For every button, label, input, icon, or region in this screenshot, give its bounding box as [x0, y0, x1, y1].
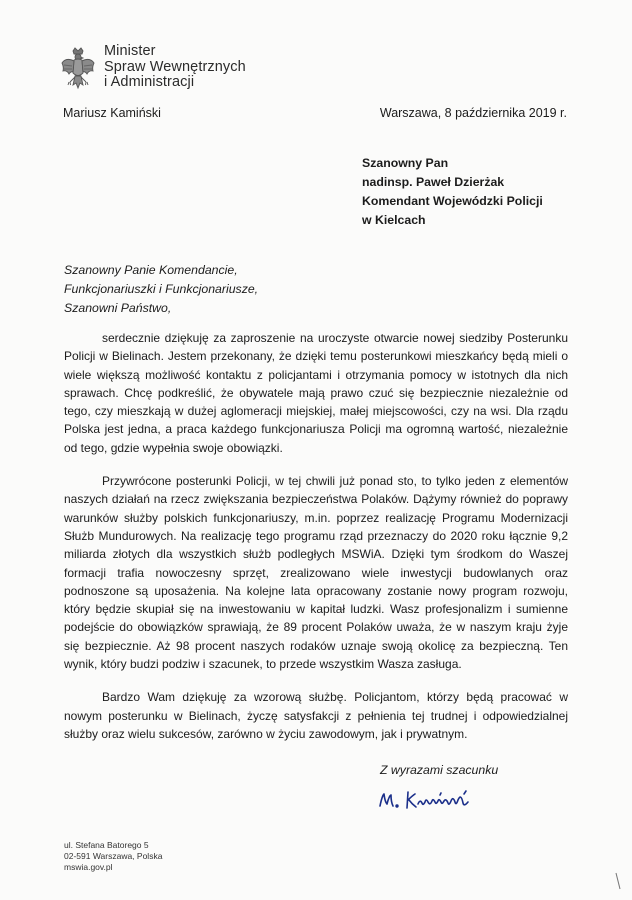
ministry-line: i Administracji: [104, 74, 195, 90]
salutation: [64, 261, 258, 318]
salutation-line: Funkcjonariuszki i Funkcjonariusze,: [64, 282, 259, 296]
polish-eagle-emblem: [60, 47, 96, 95]
letter-date: Warszawa, 8 października 2019 r.: [379, 106, 567, 120]
ministry-line: Spraw Wewnętrznych: [104, 58, 246, 75]
sender-name: Mariusz Kamiński: [63, 106, 161, 120]
body-paragraph: serdecznie dziękuję za zaproszenie na uroczyste otwarcie nowej siedziby Posterunku Policji w Bielinach. Jestem przekonany, że dzięki temu posterunkowi mieszkańcy będą mieli o wiele większą możliwość kontaktu z policjantami i otrzymania pomocy w istotnych dla nich sprawach. Chcę podkreślić, że obywatele mają prawo czuć się bezpiecznie niezależnie od tego, czy mieszkają w dużej aglomeracji miejskiej, małej miejscowości, czy na wsi. Dla rządu Polska jest jedna, a praca każdego funkcjonariusza Policji ma ogromną wartość, niezależnie od tego, gdzie wypełnia swoje obowiązki.: [64, 331, 568, 455]
body-paragraph: Bardzo Wam dziękuję za wzorową służbę. Policjantom, którzy będą pracować w nowym posterunku w Bielinach, życzę satysfakcji z pełnienia tej trudnej i odpowiedzialnej służby oraz wielu sukcesów, zarówno w życiu zawodowym, jak i prywatnym.: [64, 690, 568, 741]
footer-line: 02-591 Warszawa, Polska: [64, 851, 163, 861]
recipient-line: Szanowny Pan: [362, 156, 449, 170]
footer-address: [64, 840, 162, 873]
handwritten-signature: [378, 788, 518, 814]
scan-edge-mark: [614, 872, 622, 890]
recipient-line: Komendant Wojewódzki Policji: [362, 194, 543, 208]
body-paragraph: Przywrócone posterunki Policji, w tej chwili już ponad sto, to tylko jeden z elementów naszych działań na rzecz zwiększania bezpieczeństwa Polaków. Dążymy również do poprawy warunków służby polskich funkcjonariuszy, m.in. poprzez realizację Programu Modernizacji Służb Mundurowych. Na realizację tego programu rząd przeznaczy do 2020 roku łącznie 9,2 miliarda złotych dla wszystkich służb podległych MSWiA. Dzięki tym środkom do Waszej formacji trafia nowoczesny sprzęt, zrealizowano wiele inwestycji budowlanych oraz podnoszone są uposażenia. Na kolejne lata opracowany zostanie nowy program rozwoju, który będzie skupiał się na inwestowaniu w kapitał ludzki. Wasz profesjonalizm i sumienne podejście do obowiązków sprawiają, że 89 procent Polaków uważa, że w naszym kraju żyje się bezpiecznie. Aż 98 procent naszych rodaków uznaje swoją okolicę za bezpieczną. Ten wynik, który budzi podziw i szacunek, to przede wszystkim Wasza zasługa.: [64, 474, 568, 672]
recipient-block: [362, 154, 543, 230]
recipient-line: w Kielcach: [362, 213, 426, 227]
closing-phrase: Z wyrazami szacunku: [380, 763, 499, 777]
footer-line: mswia.gov.pl: [64, 862, 113, 872]
letter-body: [64, 329, 568, 758]
ministry-name: [104, 44, 246, 91]
recipient-line: nadinsp. Paweł Dzierżak: [362, 175, 505, 189]
salutation-line: Szanowni Państwo,: [64, 301, 172, 315]
salutation-line: Szanowny Panie Komendancie,: [64, 263, 238, 277]
footer-line: ul. Stefana Batorego 5: [64, 840, 149, 850]
ministry-line: Minister: [104, 43, 156, 59]
